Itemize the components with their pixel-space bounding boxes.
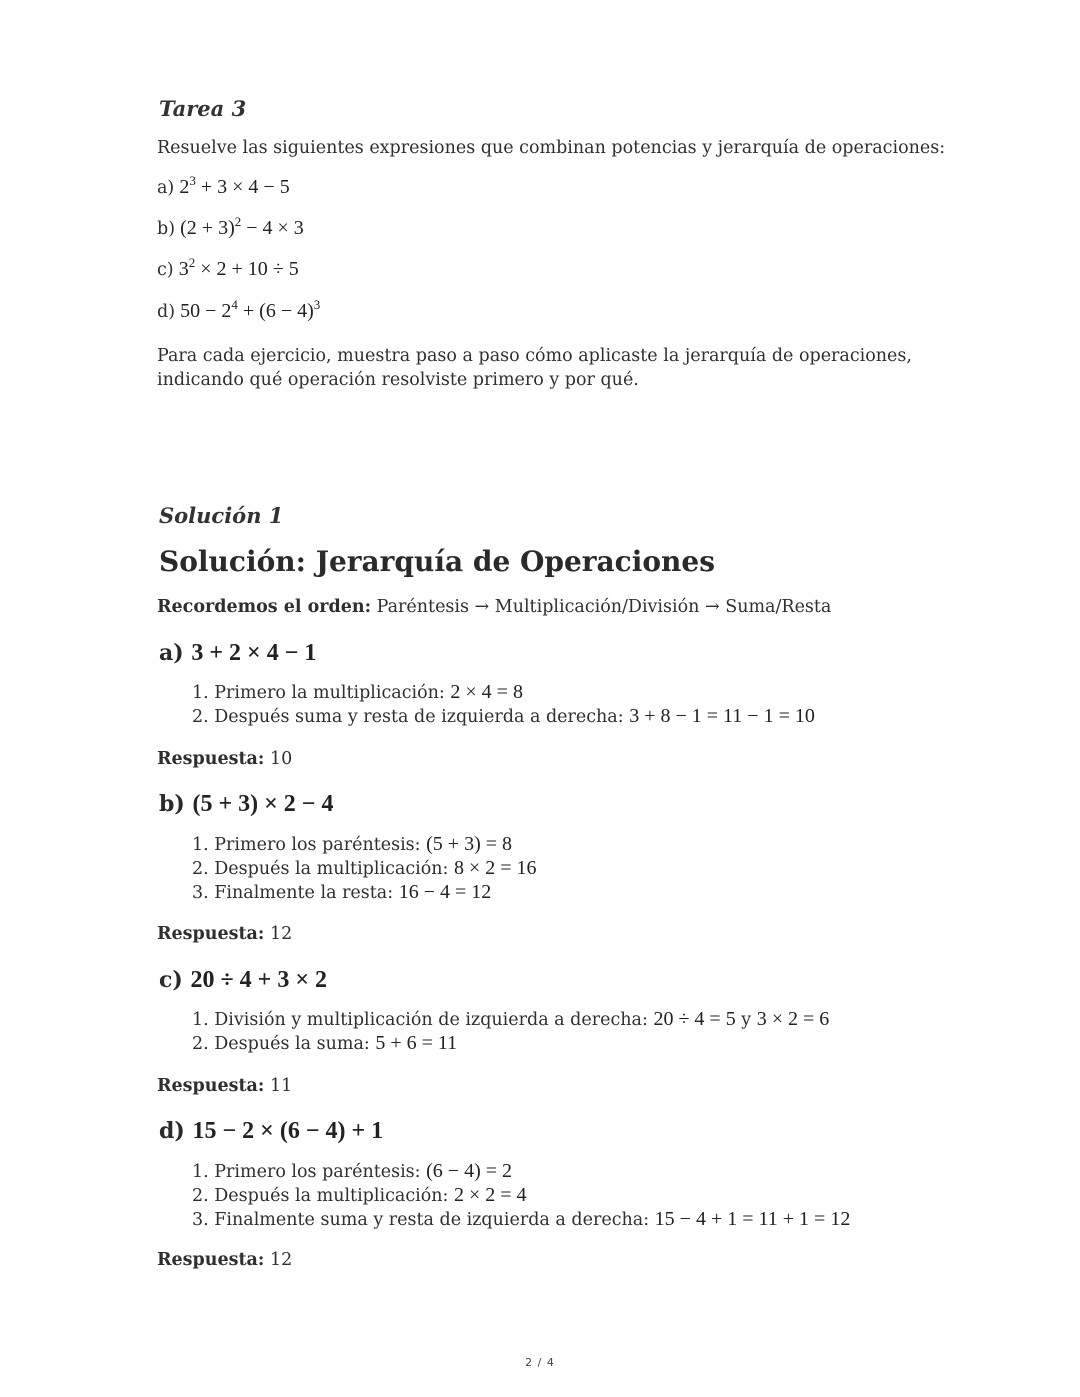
- exercise-d: [157, 297, 321, 323]
- page-number: 2 / 4: [525, 1356, 555, 1369]
- exercise-expression: $3^2 \times 2 + 10 \div 5$: [178, 255, 299, 280]
- problem-a-step-2: 2. Después suma y resta de izquierda a derecha: 3 + 8 − 1 = 11 − 1 = 10: [192, 705, 815, 727]
- solucion-label: Solución 1: [159, 503, 284, 528]
- problem-b-step-2: 2. Después la multiplicación: 8 × 2 = 16: [192, 857, 537, 879]
- instructions-line-2: indicando qué operación resolviste primero y por qué.: [157, 370, 639, 390]
- solucion-heading: Solución: Jerarquía de Operaciones: [159, 545, 715, 578]
- exercise-label: a): [157, 178, 175, 198]
- problem-d-step-1: 1. Primero los paréntesis: (6 − 4) = 2: [192, 1160, 513, 1182]
- problem-d-heading: d) 15 − 2 × (6 − 4) + 1: [159, 1118, 384, 1144]
- order-reminder: Recordemos el orden: Paréntesis → Multiplicación/División → Suma/Resta: [157, 597, 832, 617]
- problem-a-answer: Respuesta: 10: [157, 749, 293, 769]
- problem-c-heading: c) 20 ÷ 4 + 3 × 2: [159, 967, 328, 993]
- exercise-b: [157, 214, 304, 240]
- problem-a-step-1: 1. Primero la multiplicación: 2 × 4 = 8: [192, 681, 523, 703]
- exercise-expression: $(2 + 3)^2 - 4 \times 3$: [180, 214, 304, 239]
- exercise-label: d): [157, 302, 176, 322]
- exercise-expression: $50 - 2^4 + (6 - 4)^3$: [180, 297, 321, 322]
- tarea-title: Tarea 3: [159, 96, 247, 121]
- tarea-intro: Resuelve las siguientes expresiones que combinan potencias y jerarquía de operaciones:: [157, 138, 946, 158]
- problem-b-heading: b) (5 + 3) × 2 − 4: [159, 791, 334, 817]
- problem-c-step-1: 1. División y multiplicación de izquierda a derecha: 20 ÷ 4 = 5 y 3 × 2 = 6: [192, 1008, 830, 1030]
- exercise-label: c): [157, 260, 174, 280]
- problem-c-step-2: 2. Después la suma: 5 + 6 = 11: [192, 1032, 458, 1054]
- problem-d-answer: Respuesta: 12: [157, 1250, 293, 1270]
- problem-d-step-3: 3. Finalmente suma y resta de izquierda a derecha: 15 − 4 + 1 = 11 + 1 = 12: [192, 1208, 851, 1230]
- problem-b-step-1: 1. Primero los paréntesis: (5 + 3) = 8: [192, 833, 513, 855]
- exercise-label: b): [157, 219, 176, 239]
- problem-c-answer: Respuesta: 11: [157, 1076, 293, 1096]
- exercise-c: [157, 255, 299, 281]
- instructions-line-1: Para cada ejercicio, muestra paso a paso cómo aplicaste la jerarquía de operaciones,: [157, 346, 912, 366]
- problem-d-step-2: 2. Después la multiplicación: 2 × 2 = 4: [192, 1184, 527, 1206]
- exercise-a: [157, 173, 290, 199]
- exercise-expression: $2^3 + 3 \times 4 - 5$: [179, 173, 290, 198]
- problem-b-answer: Respuesta: 12: [157, 924, 293, 944]
- problem-a-heading: a) 3 + 2 × 4 − 1: [159, 640, 317, 666]
- problem-b-step-3: 3. Finalmente la resta: 16 − 4 = 12: [192, 881, 492, 903]
